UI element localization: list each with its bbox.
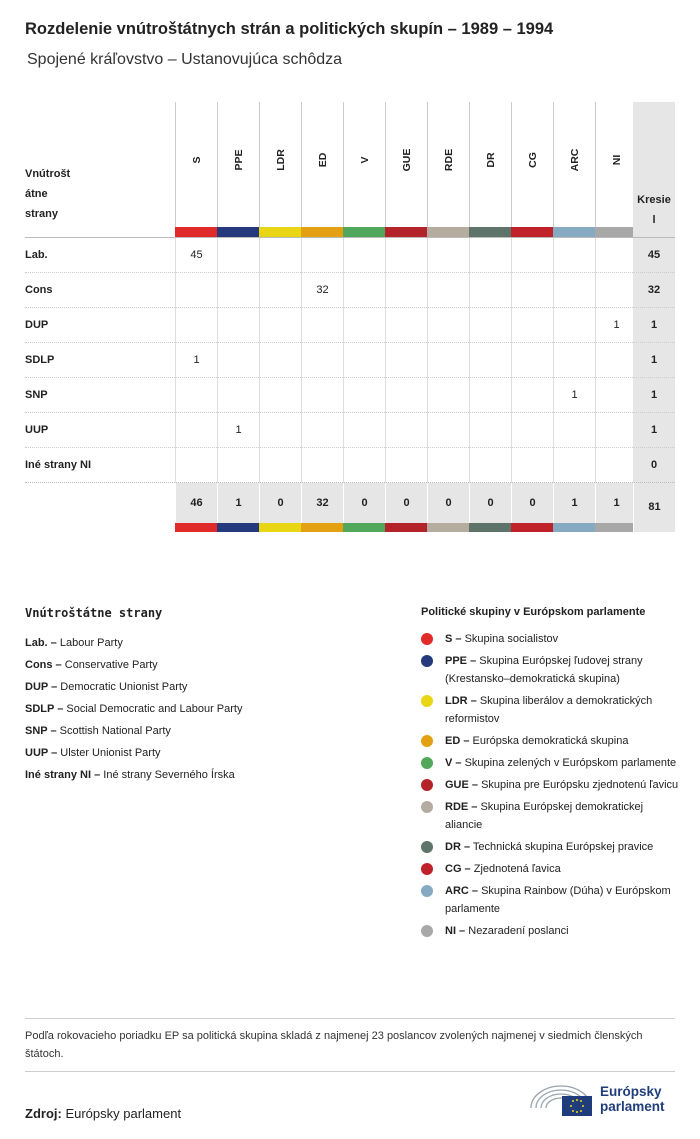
table-cell (343, 448, 385, 483)
color-dot-icon (421, 779, 433, 791)
table-cell (553, 273, 595, 308)
table-cell (385, 448, 427, 483)
table-cell (469, 308, 511, 343)
column-header-v: V (343, 102, 385, 227)
table-cell (175, 413, 217, 448)
color-dot-icon (421, 841, 433, 853)
group-color-bar-ed (301, 227, 343, 237)
table-row (25, 412, 675, 447)
table-cell: 1 (217, 413, 259, 448)
table-cell (343, 413, 385, 448)
table-cell (427, 273, 469, 308)
table-row (25, 447, 675, 482)
logo-text: Európsky parlament (600, 1084, 665, 1114)
group-color-bar-bottom (343, 523, 385, 532)
color-dot-icon (421, 735, 433, 747)
table-cell (385, 378, 427, 413)
national-party-legend-item: Cons – Conservative Party (25, 659, 158, 671)
political-group-legend-item: DR – Technická skupina Európskej pravice (421, 838, 681, 856)
group-color-bar-v (343, 227, 385, 237)
table-cell (469, 273, 511, 308)
political-group-legend-item: GUE – Skupina pre Európsku zjednotenú ľavicu (421, 776, 681, 794)
table-cell (427, 343, 469, 378)
row-total-cell: 1 (633, 413, 675, 448)
table-cell (343, 343, 385, 378)
table-cell (595, 273, 637, 308)
group-color-bar-bottom (217, 523, 259, 532)
column-header-rde: RDE (427, 102, 469, 227)
grand-total-cell: 81 (633, 483, 675, 532)
political-group-legend-item: ED – Európska demokratická skupina (421, 732, 681, 750)
column-sum-cell: 0 (259, 483, 301, 523)
table-cell (511, 238, 553, 273)
column-sum-cell: 0 (427, 483, 469, 523)
table-cell (427, 448, 469, 483)
political-group-legend-item: NI – Nezaradení poslanci (421, 922, 681, 940)
row-party-label: Lab. (25, 249, 48, 261)
table-cell (595, 413, 637, 448)
table-cell (301, 378, 343, 413)
row-total-cell: 1 (633, 343, 675, 378)
table-cell (175, 378, 217, 413)
table-row (25, 342, 675, 377)
table-cell: 1 (595, 308, 637, 343)
political-group-legend-item: RDE – Skupina Európskej demokratickej aliancie (421, 798, 681, 834)
group-color-bar-bottom (175, 523, 217, 532)
national-party-legend-item: SNP – Scottish National Party (25, 725, 171, 737)
color-dot-icon (421, 885, 433, 897)
table-cell (301, 238, 343, 273)
table-cell: 45 (175, 238, 217, 273)
national-party-legend-item: Lab. – Labour Party (25, 637, 123, 649)
national-parties-legend (25, 632, 242, 786)
table-cell (511, 378, 553, 413)
table-cell: 1 (175, 343, 217, 378)
political-group-legend-item: ARC – Skupina Rainbow (Dúha) v Európskom parlamente (421, 882, 681, 918)
column-header-ni: NI (595, 102, 637, 227)
table-cell (343, 378, 385, 413)
row-party-label: UUP (25, 424, 49, 436)
political-group-legend-item: PPE – Skupina Európskej ľudovej strany (Krestansko–demokratická skupina) (421, 652, 681, 688)
table-cell (217, 448, 259, 483)
table-row (25, 237, 675, 272)
column-header-s: S (175, 102, 217, 227)
table-cell (343, 238, 385, 273)
row-party-label: Cons (25, 284, 53, 296)
row-total-cell: 1 (633, 308, 675, 343)
row-total-cell: 1 (633, 378, 675, 413)
table-cell (427, 413, 469, 448)
page-title: Rozdelenie vnútroštátnych strán a politických skupín – 1989 – 1994 (25, 20, 554, 38)
group-color-bar-bottom (595, 523, 637, 532)
group-color-bar-bottom (511, 523, 553, 532)
group-color-bar-bottom (301, 523, 343, 532)
european-parliament-hemicycle-icon (528, 1080, 594, 1118)
row-total-cell: 32 (633, 273, 675, 308)
group-color-bar-s (175, 227, 217, 237)
table-cell (175, 273, 217, 308)
group-color-bar-bottom (553, 523, 595, 532)
page-subtitle: Spojené kráľovstvo – Ustanovujúca schôdza (27, 51, 343, 68)
table-cell (511, 308, 553, 343)
column-sum-cell: 1 (553, 483, 595, 523)
political-group-legend-item: V – Skupina zelených v Európskom parlamente (421, 754, 681, 772)
table-cell (259, 378, 301, 413)
table-cell (259, 308, 301, 343)
footnote: Podľa rokovacieho poriadku EP sa politická skupina skladá z najmenej 23 poslancov zvolených najmenej v siedmich členských štátoch. (25, 1018, 675, 1063)
table-cell (427, 378, 469, 413)
table-cell (301, 343, 343, 378)
european-parliament-logo (528, 1080, 678, 1120)
table-cell (259, 238, 301, 273)
column-sum-cell: 0 (469, 483, 511, 523)
table-cell (511, 448, 553, 483)
political-groups-legend-title: Politické skupiny v Európskom parlamente (421, 606, 646, 618)
political-group-legend-item: LDR – Skupina liberálov a demokratických reformistov (421, 692, 681, 728)
group-color-bar-arc (553, 227, 595, 237)
table-cell (469, 238, 511, 273)
table-cell (595, 343, 637, 378)
group-color-bar-bottom (259, 523, 301, 532)
column-sum-cell: 1 (217, 483, 259, 523)
group-color-bar-cg (511, 227, 553, 237)
political-groups-legend (421, 630, 681, 944)
source-label: Zdroj: (25, 1106, 62, 1121)
table-cell (595, 448, 637, 483)
table-cell (595, 378, 637, 413)
table-cell (553, 413, 595, 448)
table-cell (385, 238, 427, 273)
table-cell (217, 273, 259, 308)
table-cell (553, 308, 595, 343)
table-cell (175, 308, 217, 343)
table-cell (469, 343, 511, 378)
national-party-legend-item: DUP – Democratic Unionist Party (25, 681, 188, 693)
row-party-label: DUP (25, 319, 49, 331)
table-cell (259, 448, 301, 483)
table-cell (301, 448, 343, 483)
column-header-arc: ARC (553, 102, 595, 227)
table-cell (385, 308, 427, 343)
table-cell (595, 238, 637, 273)
column-sum-cell: 0 (511, 483, 553, 523)
row-party-label: SDLP (25, 354, 55, 366)
group-color-bar-bottom (427, 523, 469, 532)
table-row (25, 272, 675, 307)
table-cell (427, 238, 469, 273)
sum-row (25, 482, 675, 522)
table-cell (427, 308, 469, 343)
political-group-legend-item: S – Skupina socialistov (421, 630, 681, 648)
table-cell (259, 343, 301, 378)
party-column-header: Vnútrošt átne strany (25, 168, 71, 220)
total-column-header: Kresie l (633, 102, 675, 238)
table-cell (511, 413, 553, 448)
table-cell (217, 343, 259, 378)
column-sum-cell: 0 (343, 483, 385, 523)
table-cell (511, 343, 553, 378)
table-cell (343, 308, 385, 343)
table-cell (511, 273, 553, 308)
table-cell (217, 308, 259, 343)
table-cell (259, 413, 301, 448)
source-line (25, 1106, 181, 1121)
column-sum-cell: 32 (301, 483, 343, 523)
divider (25, 1071, 675, 1072)
row-party-label: SNP (25, 389, 48, 401)
column-header-gue: GUE (385, 102, 427, 227)
table-row (25, 377, 675, 412)
column-header-ldr: LDR (259, 102, 301, 227)
group-color-bar-gue (385, 227, 427, 237)
group-color-bar-ni (595, 227, 637, 237)
table-cell (259, 273, 301, 308)
column-sum-cell: 1 (595, 483, 637, 523)
column-header-ppe: PPE (217, 102, 259, 227)
table-cell (553, 343, 595, 378)
color-dot-icon (421, 633, 433, 645)
column-sum-cell: 46 (175, 483, 217, 523)
color-dot-icon (421, 925, 433, 937)
group-color-bar-ppe (217, 227, 259, 237)
national-party-legend-item: SDLP – Social Democratic and Labour Party (25, 703, 243, 715)
color-dot-icon (421, 801, 433, 813)
national-party-legend-item: Iné strany NI – Iné strany Severného Írska (25, 769, 235, 781)
table-cell (301, 413, 343, 448)
table-cell (217, 378, 259, 413)
national-parties-legend-title: Vnútroštátne strany (25, 606, 163, 620)
table-cell (343, 273, 385, 308)
group-color-bar-bottom (385, 523, 427, 532)
group-color-bar-ldr (259, 227, 301, 237)
table-cell (553, 448, 595, 483)
source-value: Európsky parlament (65, 1106, 182, 1121)
column-header-ed: ED (301, 102, 343, 227)
group-color-bar-rde (427, 227, 469, 237)
political-group-legend-item: CG – Zjednotená ľavica (421, 860, 681, 878)
color-dot-icon (421, 655, 433, 667)
table-cell (553, 238, 595, 273)
column-header-dr: DR (469, 102, 511, 227)
table-cell: 1 (553, 378, 595, 413)
national-party-legend-item: UUP – Ulster Unionist Party (25, 747, 161, 759)
row-total-cell: 45 (633, 238, 675, 273)
table-cell (385, 273, 427, 308)
group-color-bar-bottom (469, 523, 511, 532)
table-cell (385, 413, 427, 448)
table-cell (385, 343, 427, 378)
table-row (25, 307, 675, 342)
color-dot-icon (421, 757, 433, 769)
table-cell (469, 378, 511, 413)
table-cell (469, 448, 511, 483)
table-header (25, 102, 675, 238)
table-cell (301, 308, 343, 343)
table-cell: 32 (301, 273, 343, 308)
column-header-cg: CG (511, 102, 553, 227)
table-cell (175, 448, 217, 483)
row-party-label: Iné strany NI (25, 459, 92, 471)
color-dot-icon (421, 863, 433, 875)
row-total-cell: 0 (633, 448, 675, 483)
column-sum-cell: 0 (385, 483, 427, 523)
table-cell (469, 413, 511, 448)
color-dot-icon (421, 695, 433, 707)
table-cell (217, 238, 259, 273)
group-color-bar-dr (469, 227, 511, 237)
